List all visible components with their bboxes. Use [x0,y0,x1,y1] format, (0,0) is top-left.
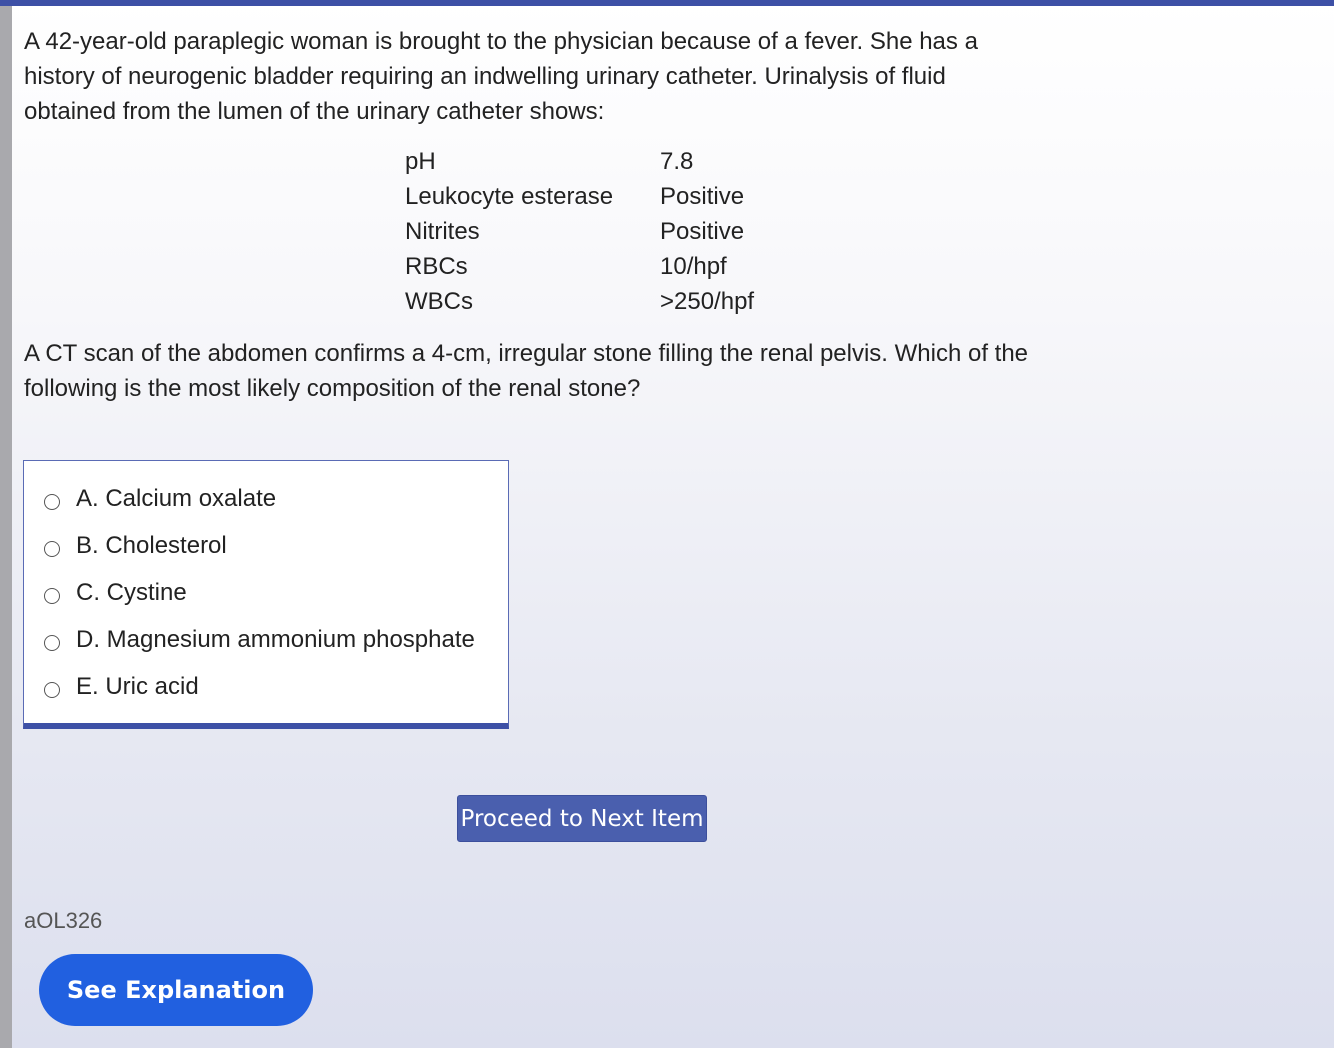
answer-choice-e[interactable] [44,669,199,705]
lab-value: 10/hpf [660,253,727,280]
lab-value: 7.8 [660,148,694,175]
lab-row [405,214,754,249]
radio-button-icon[interactable] [44,541,60,557]
lab-row [405,284,754,319]
answer-choice-a[interactable] [44,481,276,517]
lab-name: Nitrites [405,218,480,245]
choice-label: E. Uric acid [76,673,199,700]
see-explanation-button[interactable]: See Explanation [39,954,313,1026]
lab-value: Positive [660,218,745,245]
lab-name: WBCs [405,288,473,315]
choice-label: C. Cystine [76,579,187,606]
radio-button-icon[interactable] [44,494,60,510]
radio-button-icon[interactable] [44,635,60,651]
choice-label: A. Calcium oxalate [76,485,277,512]
lab-row [405,249,754,284]
radio-button-icon[interactable] [44,588,60,604]
question-stem: A 42-year-old paraplegic woman is brought to the physician because of a fever. She has a history of neurogenic bladder requiring an indwelling urinary catheter. Urinalysis of fluid obtained from the lumen of the urinary catheter shows: [24,28,978,125]
radio-button-icon[interactable] [44,682,60,698]
lab-name: Leukocyte esterase [405,183,614,210]
question-id-label: aOL326 [24,908,103,933]
lab-value: >250/hpf [660,288,755,315]
lab-value: Positive [660,183,745,210]
lab-name: pH [405,148,436,175]
answer-choices-box [23,460,509,729]
left-rail [0,6,12,1048]
answer-choice-b[interactable] [44,528,227,564]
question-prompt: A CT scan of the abdomen confirms a 4-cm, irregular stone filling the renal pelvis. Which of the following is the most likely composition of the renal stone? [24,340,1029,402]
answer-choice-c[interactable] [44,575,187,611]
choice-label: D. Magnesium ammonium phosphate [76,626,475,653]
lab-results-table [405,144,754,319]
lab-name: RBCs [405,253,468,280]
lab-row [405,179,754,214]
answer-choice-d[interactable] [44,622,475,658]
top-accent-bar [0,0,1334,6]
proceed-next-item-button[interactable]: Proceed to Next Item [457,795,707,842]
choice-label: B. Cholesterol [76,532,227,559]
lab-row [405,144,754,179]
